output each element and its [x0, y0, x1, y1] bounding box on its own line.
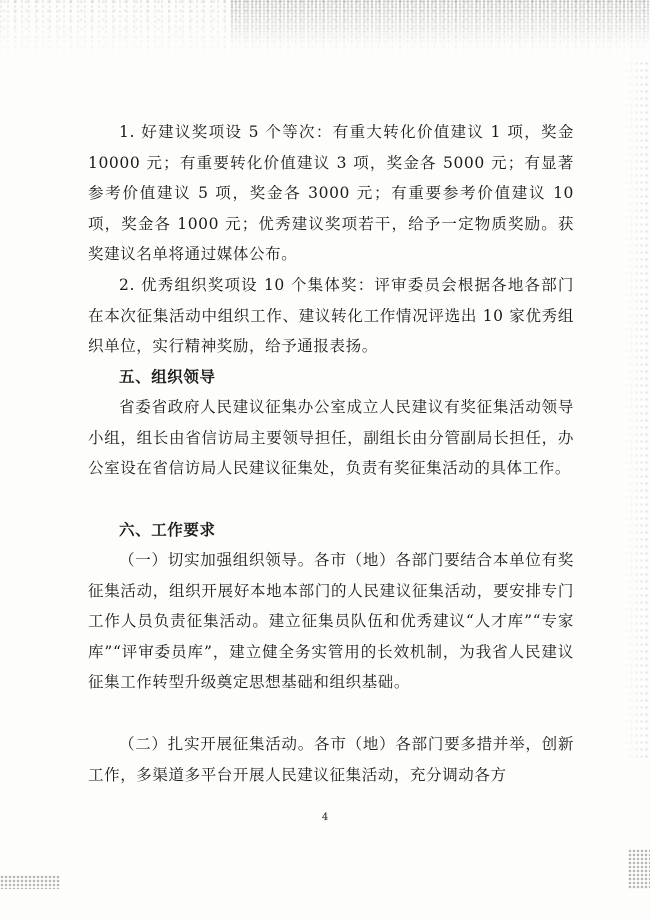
- section-heading-organization-leadership: 五、组织领导: [119, 368, 216, 386]
- paragraph-requirement-2: （二）扎实开展征集活动。各市（地）各部门要多措并举，创新工作，多渠道多平台开展人民建议征集活动，充分调动各方: [88, 735, 574, 784]
- page-number: 4: [321, 812, 329, 823]
- scan-noise-bottom-right: [628, 849, 650, 889]
- section-heading-work-requirements: 六、工作要求: [119, 521, 216, 539]
- paragraph-good-suggestion-award: 1. 好建议奖项设 5 个等次：有重大转化价值建议 1 项，奖金 10000 元；有重要转化价值建议 3 项，奖金各 5000 元；有显著参考价值建议 5 项，奖金各 3000 元；有重要参考价值建议 10 项，奖金各 1000 元；优秀建议奖项若干，给予一定物质奖励。获奖建议名单将通过媒体公布。: [88, 123, 574, 264]
- scan-noise-bottom-left: [0, 875, 60, 889]
- scan-noise-right-edge: [624, 60, 650, 760]
- paragraph-organization-award: 2. 优秀组织奖项设 10 个集体奖：评审委员会根据各地各部门在本次征集活动中组织工作、建议转化工作情况评选出 10 家优秀组织单位，实行精神奖励，给予通报表扬。: [88, 276, 574, 356]
- paragraph-requirement-1: （一）切实加强组织领导。各市（地）各部门要结合本单位有奖征集活动，组织开展好本地本部门的人民建议征集活动，要安排专门工作人员负责征集活动。建立征集员队伍和优秀建议“人才库”“专家库”“评审委员库”，建立健全务实管用的长效机制，为我省人民建议征集工作转型升级奠定思想基础和组织基础。: [88, 551, 574, 692]
- paragraph-leadership-group: 省委省政府人民建议征集办公室成立人民建议有奖征集活动领导小组，组长由省信访局主要领导担任，副组长由分管副局长担任，办公室设在省信访局人民建议征集处，负责有奖征集活动的具体工作。: [88, 398, 574, 478]
- scan-noise-top-right: [230, 0, 650, 55]
